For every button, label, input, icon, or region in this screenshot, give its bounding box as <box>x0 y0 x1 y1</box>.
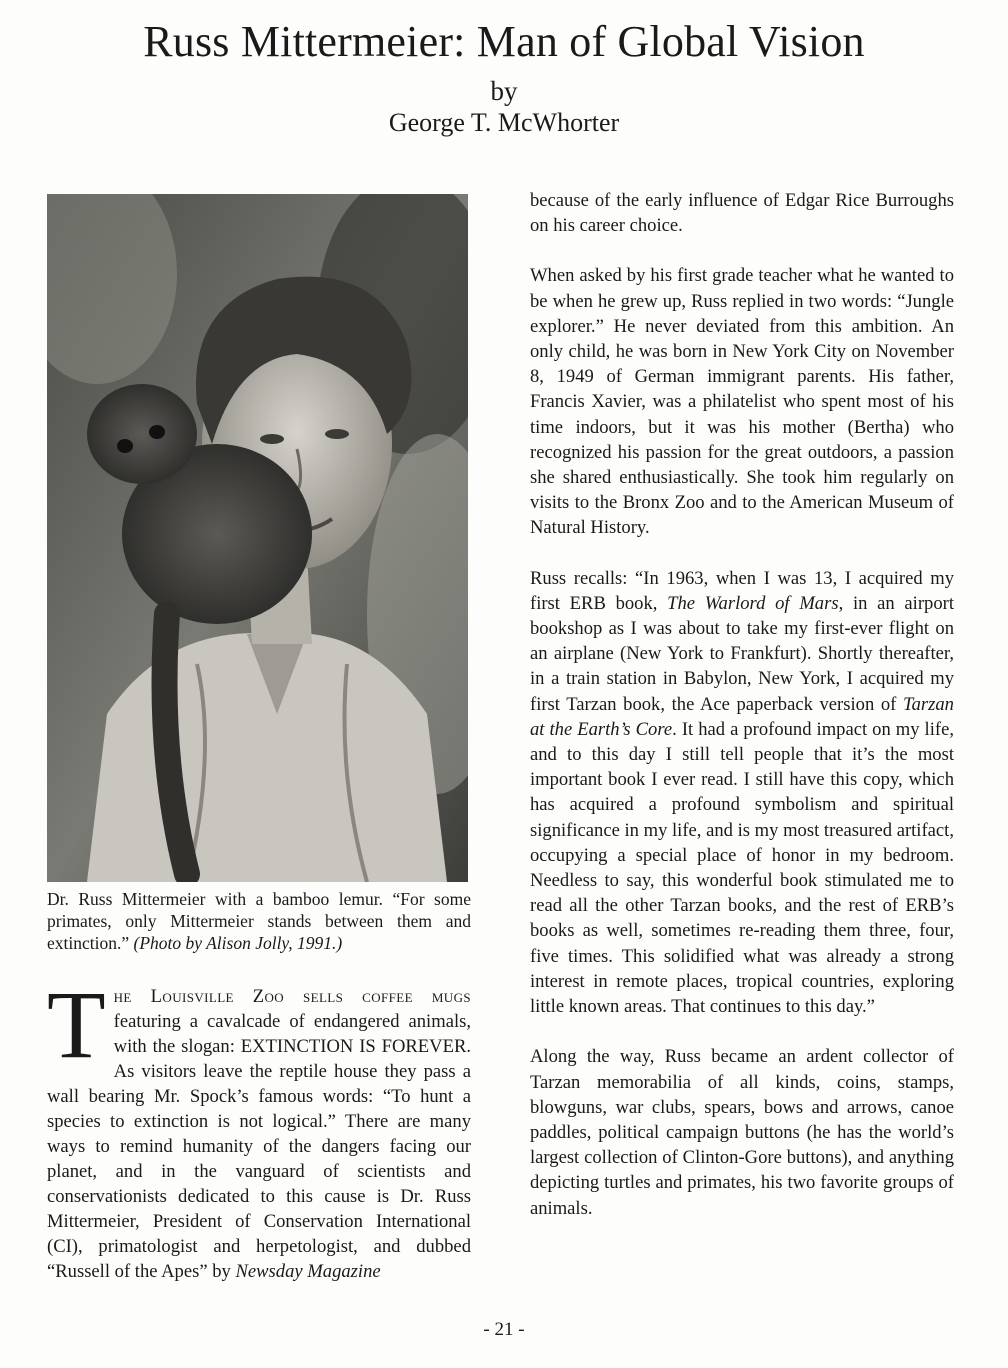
paragraph-childhood: When asked by his first grade teacher what he wanted to be when he grew up, Russ replied in two words: “Jungle explorer.” He never deviated from this ambition. An only child, he was born in New York City on November 8, 1949 of German immigrant parents. His father, Francis Xavier, was a philatelist who spent most of his time indoors, but it was his mother (Bertha) who recognized his passion for the great outdoors, a passion she shared enthusiastically. She took him regularly on visits to the Bronx Zoo and to the American Museum of Natural History. <box>530 265 954 539</box>
byline-by: by <box>490 76 518 106</box>
book-title-warlord: The Warlord of Mars <box>667 592 839 614</box>
quote-part-2: , in an airport bookshop as I was about to take my first-ever flight on an airplane (New York to Frankfurt). Shortly thereafter, in a train station in Babylon, New York, I acquired my first Tarzan book, the Ace paperback version of <box>530 592 954 715</box>
photo-illustration-icon <box>47 194 468 882</box>
lead-paragraph: featuring a cavalcade of endangered animals, with the slogan: EXTINCTION IS FOREVER. As visitors leave the reptile house they pass a wall bearing Mr. Spock’s famous words: “To hunt a species to extinction is not logical.” There are many ways to remind humanity of the dangers facing our planet, and in the vanguard of scientists and conservationists dedicated to this cause is Dr. Russ Mittermeier, President of Conservation International (CI), primatologist and herpetologist, and dubbed “Russell of the Apes” by <box>47 1011 471 1282</box>
photo-caption <box>47 888 471 954</box>
caption-text: Dr. Russ Mittermeier with a bamboo lemur. “For some primates, only Mittermeier stands between them and extinction.” <box>47 889 471 953</box>
byline-author: George T. McWhorter <box>388 108 620 137</box>
article-header <box>0 14 1008 138</box>
quote-part-3: . It had a profound impact on my life, and to this day I still tell people that it’s the most important book I ever read. I still have this copy, which has acquired a profound symbolism and spiritual significance in my life, and is my most treasured artifact, occupying a special place of honor in my bedroom. Needless to say, this wonderful book stimulated me to read all the other Tarzan books, and the rest of ERB’s books as well, sometimes re-reading them three, four, five times. This solidified what was already a strong interest in remote places, tropical countries, exploring little known areas. That continues to this day.” <box>530 718 954 1018</box>
article-title: Russ Mittermeier: Man of Global Vision <box>143 17 865 66</box>
lead-smallcaps: he Louisville Zoo sells coffee mugs <box>113 986 471 1007</box>
left-column-body <box>47 971 471 1284</box>
portrait-photo <box>47 194 468 882</box>
caption-credit: (Photo by Alison Jolly, 1991.) <box>133 933 343 953</box>
paragraph-collector: Along the way, Russ became an ardent collector of Tarzan memorabilia of all kinds, coins, stamps, blowguns, war clubs, spears, bows and arrows, canoe paddles, political campaign buttons (he has the world’s largest collection of Clinton-Gore buttons), and anything depicting turtles and primates, his two favorite groups of animals. <box>530 1046 954 1219</box>
publication-name: Newsday Magazine <box>235 1261 381 1282</box>
book-title-earths-core: Tarzan at the Earth’s Core <box>530 693 954 740</box>
right-column <box>530 188 954 1246</box>
page-number: - 21 - <box>483 1319 525 1340</box>
paragraph-quote <box>530 566 954 1020</box>
drop-cap: T <box>47 971 106 1078</box>
quote-part-1: Russ recalls: “In 1963, when I was 13, I acquired my first ERB book, <box>530 567 954 614</box>
paragraph-continuation: because of the early influence of Edgar Rice Burroughs on his career choice. <box>530 190 954 237</box>
